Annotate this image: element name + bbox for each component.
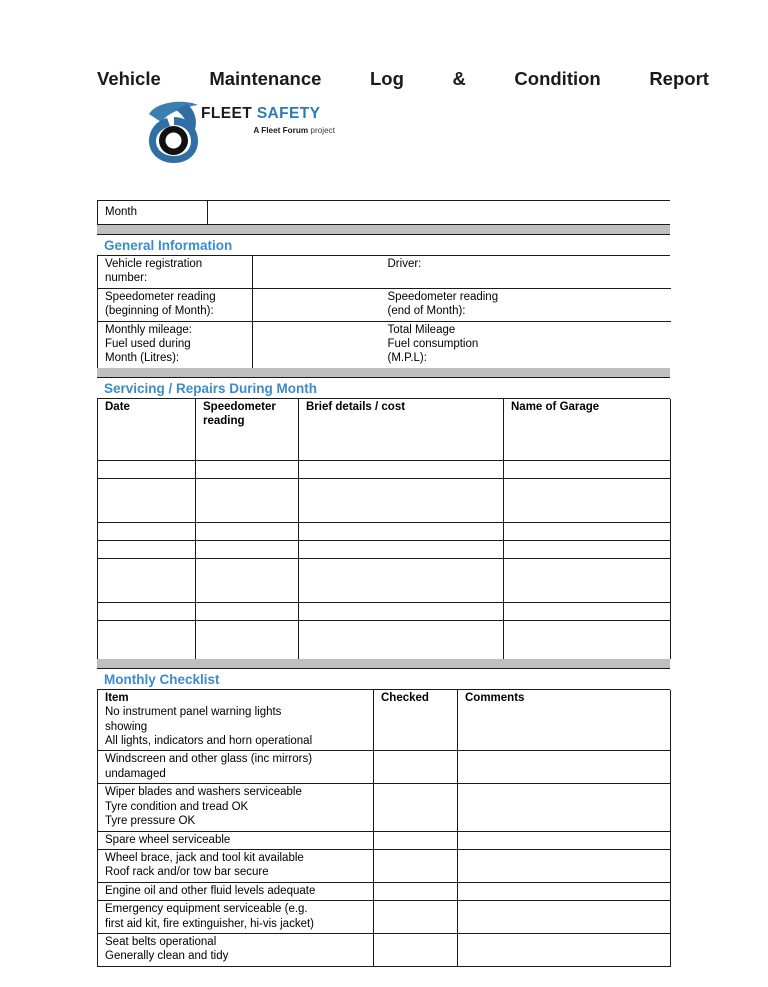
servicing-cell-garage[interactable] bbox=[504, 559, 671, 603]
servicing-cell-speedometer[interactable] bbox=[196, 559, 299, 603]
table-row bbox=[98, 461, 671, 479]
fleet-safety-spiral-icon bbox=[143, 98, 205, 164]
list-item: showing bbox=[105, 720, 148, 733]
gi-right-1[interactable]: Speedometer reading (end of Month): bbox=[381, 288, 671, 321]
title-word-3: & bbox=[452, 68, 466, 89]
checklist-body bbox=[98, 690, 671, 966]
checklist-item-group-5 bbox=[98, 882, 374, 900]
table-row bbox=[98, 479, 671, 523]
logo-tagline-bold: A Fleet Forum bbox=[253, 126, 309, 135]
list-item: Roof rack and/or tow bar secure bbox=[105, 866, 269, 879]
servicing-cell-details[interactable] bbox=[299, 559, 504, 603]
servicing-cell-date[interactable] bbox=[98, 523, 196, 541]
logo-text bbox=[201, 106, 341, 136]
list-item: Generally clean and tidy bbox=[105, 950, 229, 963]
servicing-col-date: Date bbox=[98, 399, 196, 461]
checklist-group-row bbox=[98, 751, 671, 784]
servicing-col-speedometer: Speedometer reading bbox=[196, 399, 299, 461]
month-input[interactable] bbox=[208, 201, 670, 224]
title-word-5: Report bbox=[649, 68, 709, 89]
checklist-comments-0[interactable] bbox=[458, 690, 671, 751]
servicing-cell-date[interactable] bbox=[98, 461, 196, 479]
checklist-group-row bbox=[98, 882, 671, 900]
servicing-cell-details[interactable] bbox=[299, 523, 504, 541]
logo-wordmark bbox=[201, 106, 341, 122]
servicing-cell-date[interactable] bbox=[98, 621, 196, 659]
servicing-cell-details[interactable] bbox=[299, 479, 504, 523]
section-heading-general-information: General Information bbox=[97, 235, 670, 256]
checklist-checked-3[interactable] bbox=[374, 831, 458, 849]
checklist-item-group-4 bbox=[98, 849, 374, 882]
separator-band-servicing bbox=[97, 368, 670, 378]
servicing-col-garage: Name of Garage bbox=[504, 399, 671, 461]
checklist-item-group-6 bbox=[98, 901, 374, 934]
list-item: undamaged bbox=[105, 767, 166, 780]
month-row bbox=[97, 200, 670, 225]
servicing-cell-date[interactable] bbox=[98, 479, 196, 523]
checklist-checked-0[interactable] bbox=[374, 690, 458, 751]
list-item: Engine oil and other fluid levels adequate bbox=[105, 884, 316, 897]
checklist-comments-1[interactable] bbox=[458, 751, 671, 784]
logo-tagline-rest: project bbox=[308, 126, 335, 135]
checklist-item-group-1 bbox=[98, 751, 374, 784]
title-word-2: Log bbox=[369, 68, 404, 89]
logo-word-safety: SAFETY bbox=[256, 105, 321, 122]
list-item: No instrument panel warning lights bbox=[105, 706, 282, 719]
checklist-group-row bbox=[98, 933, 671, 966]
servicing-cell-details[interactable] bbox=[299, 603, 504, 621]
servicing-cell-speedometer[interactable] bbox=[196, 541, 299, 559]
servicing-cell-date[interactable] bbox=[98, 559, 196, 603]
logo-word-fleet: FLEET bbox=[201, 105, 253, 122]
checklist-comments-6[interactable] bbox=[458, 901, 671, 934]
checklist-comments-5[interactable] bbox=[458, 882, 671, 900]
gi-right-0[interactable]: Driver: bbox=[381, 256, 671, 288]
servicing-cell-speedometer[interactable] bbox=[196, 523, 299, 541]
list-item: Seat belts operational bbox=[105, 935, 217, 948]
general-information-table bbox=[97, 256, 671, 368]
list-item: Emergency equipment serviceable (e.g. bbox=[105, 903, 308, 916]
general-information-body bbox=[98, 256, 671, 368]
servicing-cell-date[interactable] bbox=[98, 541, 196, 559]
title-word-1: Maintenance bbox=[209, 68, 322, 89]
monthly-checklist-table bbox=[97, 690, 671, 967]
section-heading-checklist: Monthly Checklist bbox=[97, 669, 670, 690]
checklist-checked-1[interactable] bbox=[374, 751, 458, 784]
table-row bbox=[98, 321, 671, 368]
checklist-item-group-3 bbox=[98, 831, 374, 849]
list-item: Wiper blades and washers serviceable bbox=[105, 786, 302, 799]
checklist-item-group-0 bbox=[98, 690, 374, 751]
servicing-col-details: Brief details / cost bbox=[299, 399, 504, 461]
servicing-cell-details[interactable] bbox=[299, 541, 504, 559]
checklist-checked-7[interactable] bbox=[374, 933, 458, 966]
servicing-cell-garage[interactable] bbox=[504, 603, 671, 621]
gi-label-0: Vehicle registration number: bbox=[98, 256, 253, 288]
separator-band-general bbox=[97, 225, 670, 235]
servicing-header-row bbox=[98, 399, 671, 461]
logo bbox=[143, 98, 343, 166]
servicing-cell-speedometer[interactable] bbox=[196, 461, 299, 479]
list-item: All lights, indicators and horn operational bbox=[105, 735, 313, 748]
list-item: Tyre pressure OK bbox=[105, 815, 196, 828]
servicing-body bbox=[98, 399, 671, 659]
list-item: Windscreen and other glass (inc mirrors) bbox=[105, 753, 313, 766]
checklist-group-row bbox=[98, 901, 671, 934]
checklist-checked-5[interactable] bbox=[374, 882, 458, 900]
logo-tagline bbox=[201, 125, 341, 136]
checklist-group-row bbox=[98, 849, 671, 882]
servicing-cell-garage[interactable] bbox=[504, 541, 671, 559]
checklist-comments-4[interactable] bbox=[458, 849, 671, 882]
table-row bbox=[98, 603, 671, 621]
gi-right-2[interactable]: Total Mileage Fuel consumption (M.P.L): bbox=[387, 323, 479, 365]
servicing-cell-details[interactable] bbox=[299, 621, 504, 659]
separator-band-checklist bbox=[97, 659, 670, 669]
checklist-comments-7[interactable] bbox=[458, 933, 671, 966]
checklist-comments-2[interactable] bbox=[458, 784, 671, 831]
checklist-item-group-2 bbox=[98, 784, 374, 831]
servicing-cell-garage[interactable] bbox=[504, 523, 671, 541]
checklist-checked-4[interactable] bbox=[374, 849, 458, 882]
checklist-col-comments: Comments bbox=[465, 691, 525, 704]
checklist-col-checked: Checked bbox=[381, 691, 429, 704]
table-row bbox=[98, 256, 671, 288]
servicing-cell-speedometer[interactable] bbox=[196, 603, 299, 621]
gi-label-1: Speedometer reading (beginning of Month): bbox=[98, 288, 253, 321]
servicing-table bbox=[97, 399, 671, 659]
checklist-comments-3[interactable] bbox=[458, 831, 671, 849]
checklist-checked-6[interactable] bbox=[374, 901, 458, 934]
table-row bbox=[98, 288, 671, 321]
table-row bbox=[98, 541, 671, 559]
form-body bbox=[97, 200, 670, 967]
title-word-0: Vehicle bbox=[97, 68, 161, 89]
servicing-cell-date[interactable] bbox=[98, 603, 196, 621]
servicing-cell-speedometer[interactable] bbox=[196, 479, 299, 523]
page-title bbox=[97, 68, 709, 90]
table-row bbox=[98, 559, 671, 603]
title-word-4: Condition bbox=[514, 68, 601, 89]
servicing-cell-garage[interactable] bbox=[504, 461, 671, 479]
list-item: Wheel brace, jack and tool kit available bbox=[105, 851, 304, 864]
checklist-col-item: Item bbox=[105, 691, 129, 704]
list-item: Spare wheel serviceable bbox=[105, 833, 231, 846]
servicing-cell-garage[interactable] bbox=[504, 479, 671, 523]
list-item: Tyre condition and tread OK bbox=[105, 800, 249, 813]
servicing-cell-garage[interactable] bbox=[504, 621, 671, 659]
checklist-group-row bbox=[98, 784, 671, 831]
month-label: Month bbox=[97, 201, 208, 224]
list-item: first aid kit, fire extinguisher, hi-vis jacket) bbox=[105, 917, 314, 930]
section-heading-servicing: Servicing / Repairs During Month bbox=[97, 378, 670, 399]
gi-label-2: Monthly mileage: Fuel used during Month (Litres): bbox=[98, 321, 253, 368]
table-row bbox=[98, 523, 671, 541]
checklist-group-row bbox=[98, 831, 671, 849]
checklist-group-row bbox=[98, 690, 671, 751]
table-row bbox=[98, 621, 671, 659]
gi-value-2[interactable] bbox=[253, 321, 381, 368]
gi-value-1[interactable] bbox=[253, 288, 381, 321]
servicing-cell-details[interactable] bbox=[299, 461, 504, 479]
checklist-checked-2[interactable] bbox=[374, 784, 458, 831]
checklist-item-group-7 bbox=[98, 933, 374, 966]
gi-value-0[interactable] bbox=[253, 256, 381, 288]
servicing-cell-speedometer[interactable] bbox=[196, 621, 299, 659]
